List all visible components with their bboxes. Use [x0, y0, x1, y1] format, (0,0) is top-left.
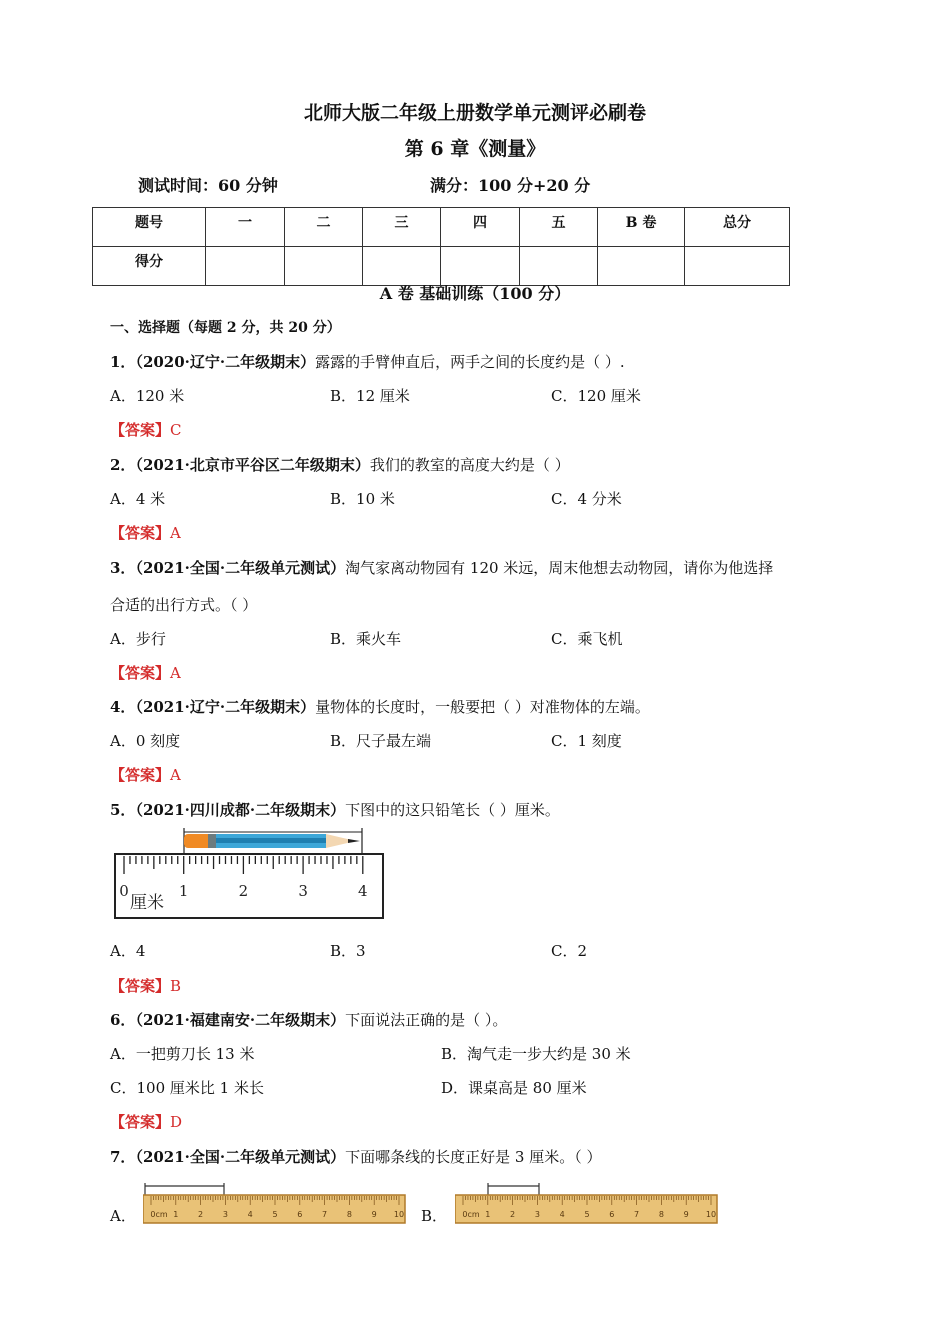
- table-cell: 五: [520, 208, 598, 247]
- score-input-cell[interactable]: [363, 247, 441, 286]
- ruler-tick-label: 10: [705, 1210, 717, 1219]
- option-b[interactable]: B．: [421, 1207, 448, 1225]
- answer-value: D: [170, 1113, 183, 1131]
- question-source: （2021·辽宁·二年级期末）: [135, 698, 316, 716]
- answer-4: [110, 764, 181, 785]
- question-text: 下图中的这只铅笔长（ ）厘米。: [345, 801, 560, 819]
- option-d[interactable]: D．课桌高是 80 厘米: [441, 1079, 587, 1097]
- question-text: 我们的教室的高度大约是（ ）: [369, 456, 570, 474]
- ruler-tick-label: 5: [272, 1210, 278, 1219]
- ruler-b-figure: [455, 1183, 719, 1225]
- ruler-tick-label: 10: [393, 1210, 405, 1219]
- table-cell: B 卷: [598, 208, 685, 247]
- answer-label: 【答案】: [110, 766, 171, 784]
- doc-subtitle: 第 6 章《测量》: [404, 138, 546, 160]
- option-a[interactable]: A．4: [110, 942, 146, 960]
- answer-label: 【答案】: [110, 421, 171, 439]
- question-1: [110, 351, 625, 372]
- doc-title: 北师大版二年级上册数学单元测评必刷卷: [303, 102, 646, 124]
- option-b[interactable]: B．尺子最左端: [330, 732, 432, 750]
- option-a[interactable]: A．4 米: [110, 490, 166, 508]
- question-number: 6．: [110, 1011, 136, 1029]
- answer-3: [110, 662, 181, 683]
- question-number: 4．: [110, 698, 136, 716]
- answer-label: 【答案】: [110, 977, 171, 995]
- answer-value: B: [170, 977, 182, 995]
- ruler-tick-label: 4: [358, 882, 368, 900]
- ruler-tick-label: 9: [371, 1210, 377, 1219]
- ruler-tick-label: 4: [559, 1210, 565, 1219]
- option-a[interactable]: A．步行: [110, 630, 166, 648]
- section-a-heading: A 卷 基础训练（100 分）: [379, 284, 571, 303]
- question-text: 下面哪条线的长度正好是 3 厘米。（ ）: [345, 1148, 602, 1166]
- option-b[interactable]: B．10 米: [330, 490, 395, 508]
- answer-label: 【答案】: [110, 1113, 171, 1131]
- question-source: （2021·全国·二年级单元测试）: [135, 559, 346, 577]
- option-b[interactable]: B．12 厘米: [330, 387, 410, 405]
- answer-label: 【答案】: [110, 664, 171, 682]
- question-source: （2021·北京市平谷区二年级期末）: [135, 456, 370, 474]
- question-number: 5．: [110, 801, 136, 819]
- ruler-tick-label: 8: [346, 1210, 352, 1219]
- option-b[interactable]: B．淘气走一步大约是 30 米: [441, 1045, 631, 1063]
- answer-value: C: [170, 421, 182, 439]
- question-text-cont: 合适的出行方式。（ ）: [110, 596, 258, 614]
- score-input-cell[interactable]: [206, 247, 285, 286]
- ruler-tick-label: 1: [178, 882, 189, 900]
- pencil-ruler-figure: [112, 826, 392, 922]
- answer-value: A: [170, 766, 181, 784]
- answer-value: A: [170, 664, 181, 682]
- option-a[interactable]: A．一把剪刀长 13 米: [110, 1045, 255, 1063]
- pencil-icon: [184, 834, 360, 848]
- ruler-tick-label: 3: [534, 1210, 540, 1219]
- question-number: 2．: [110, 456, 136, 474]
- ruler-tick-label: 5: [584, 1210, 590, 1219]
- question-4: [110, 696, 650, 717]
- full-score: 满分：100 分+20 分: [430, 176, 591, 195]
- score-input-cell[interactable]: [685, 247, 790, 286]
- question-text: 露露的手臂伸直后，两手之间的长度约是（ ）.: [315, 353, 625, 371]
- option-c[interactable]: C．100 厘米比 1 米长: [110, 1079, 264, 1097]
- ruler-tick-label: 3: [222, 1210, 228, 1219]
- table-cell: 总分: [685, 208, 790, 247]
- score-input-cell[interactable]: [520, 247, 598, 286]
- ruler-tick-label: 2: [510, 1210, 516, 1219]
- question-6: [110, 1009, 507, 1030]
- test-time: 测试时间：60 分钟: [138, 176, 278, 195]
- table-row: [93, 247, 790, 286]
- ruler-tick-label: 6: [297, 1210, 303, 1219]
- table-cell: 二: [285, 208, 363, 247]
- table-cell: 得分: [93, 247, 206, 286]
- ruler-tick-label: 4: [247, 1210, 253, 1219]
- ruler-tick-label: 1: [485, 1210, 491, 1219]
- question-source: （2021·四川成都·二年级期末）: [135, 801, 346, 819]
- question-number: 1．: [110, 353, 136, 371]
- question-text: 量物体的长度时，一般要把（ ）对准物体的左端。: [315, 698, 650, 716]
- question-text: 下面说法正确的是（ ）。: [345, 1011, 508, 1029]
- option-c[interactable]: C．4 分米: [551, 490, 622, 508]
- answer-2: [110, 522, 181, 543]
- question-5: [110, 799, 560, 820]
- question-source: （2021·福建南安·二年级期末）: [135, 1011, 346, 1029]
- table-cell: 一: [206, 208, 285, 247]
- ruler-tick-label: 7: [322, 1210, 328, 1219]
- ruler-tick-label: 6: [609, 1210, 615, 1219]
- table-cell: 题号: [93, 208, 206, 247]
- score-input-cell[interactable]: [441, 247, 520, 286]
- table-row: [93, 208, 790, 247]
- option-c[interactable]: C．120 厘米: [551, 387, 641, 405]
- ruler-tick-label: 0cm: [462, 1210, 480, 1219]
- score-table: [92, 207, 790, 286]
- option-b[interactable]: B．乘火车: [330, 630, 402, 648]
- option-c[interactable]: C．乘飞机: [551, 630, 623, 648]
- part1-heading: 一、选择题（每题 2 分，共 20 分）: [110, 320, 341, 336]
- option-c[interactable]: C．1 刻度: [551, 732, 622, 750]
- answer-6: [110, 1111, 182, 1132]
- ruler-tick-label: 9: [683, 1210, 689, 1219]
- ruler-tick-label: 8: [658, 1210, 664, 1219]
- ruler-tick-label: 2: [238, 882, 249, 900]
- answer-label: 【答案】: [110, 524, 171, 542]
- question-source: （2021·全国·二年级单元测试）: [135, 1148, 346, 1166]
- score-input-cell[interactable]: [598, 247, 685, 286]
- option-a[interactable]: A．: [110, 1207, 136, 1225]
- question-source: （2020·辽宁·二年级期末）: [135, 353, 316, 371]
- ruler-tick-label: 7: [634, 1210, 640, 1219]
- ruler-tick-label: 2: [198, 1210, 204, 1219]
- question-text: 淘气家离动物园有 120 米远，周末他想去动物园，请你为他选择: [345, 559, 774, 577]
- question-7: [110, 1146, 602, 1167]
- table-cell: 四: [441, 208, 520, 247]
- score-input-cell[interactable]: [285, 247, 363, 286]
- question-3: [110, 557, 773, 578]
- ruler-unit: 厘米: [130, 893, 164, 913]
- answer-1: [110, 419, 182, 440]
- option-b[interactable]: B．3: [330, 942, 366, 960]
- ruler-tick-label: 0cm: [150, 1210, 168, 1219]
- ruler-tick-label: 3: [298, 882, 308, 900]
- ruler-tick-label: 0: [119, 882, 129, 900]
- option-a[interactable]: A．0 刻度: [110, 732, 181, 750]
- ruler-a-figure: [143, 1183, 407, 1225]
- question-2: [110, 454, 570, 475]
- ruler-tick-label: 1: [173, 1210, 179, 1219]
- table-cell: 三: [363, 208, 441, 247]
- option-c[interactable]: C．2: [551, 942, 588, 960]
- answer-5: [110, 975, 181, 996]
- answer-value: A: [170, 524, 181, 542]
- question-number: 7．: [110, 1148, 136, 1166]
- question-number: 3．: [110, 559, 136, 577]
- option-a[interactable]: A．120 米: [110, 387, 185, 405]
